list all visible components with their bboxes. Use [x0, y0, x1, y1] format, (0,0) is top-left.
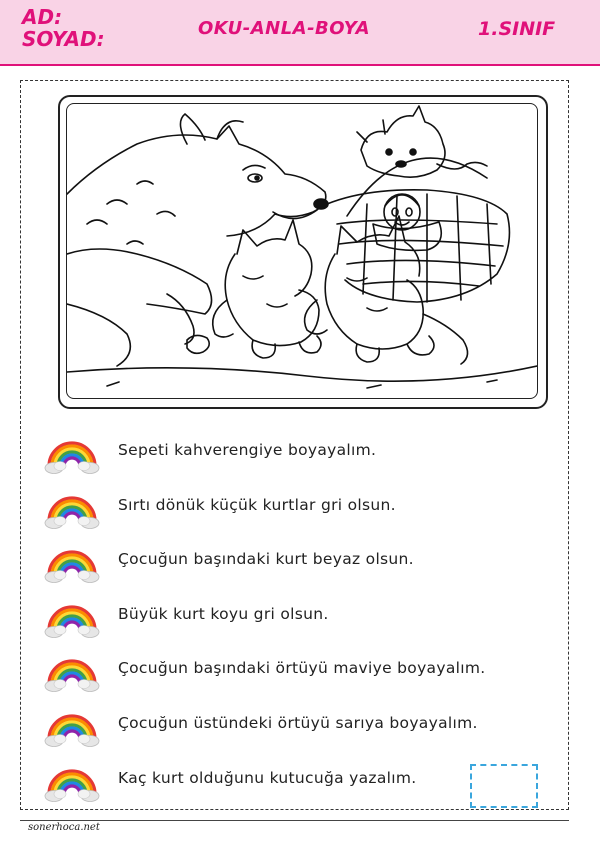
task-item — [44, 543, 564, 583]
rainbow-icon — [44, 707, 100, 747]
answer-box[interactable] — [470, 764, 538, 808]
rainbow-icon — [44, 762, 100, 802]
task-text: Kaç kurt olduğunu kutucuğa yazalım. — [118, 769, 417, 787]
footer-divider — [20, 820, 569, 821]
task-item — [44, 652, 564, 692]
rainbow-icon — [44, 434, 100, 474]
task-text: Sırtı dönük küçük kurtlar gri olsun. — [118, 496, 396, 514]
task-text: Çocuğun başındaki örtüyü maviye boyayalım. — [118, 659, 486, 677]
rainbow-icon — [44, 543, 100, 583]
task-item — [44, 598, 564, 638]
task-text: Sepeti kahverengiye boyayalım. — [118, 441, 377, 459]
task-text: Büyük kurt koyu gri olsun. — [118, 605, 329, 623]
worksheet-title: OKU-ANLA-BOYA — [198, 18, 371, 39]
task-text: Çocuğun başındaki kurt beyaz olsun. — [118, 550, 414, 568]
rainbow-icon — [44, 598, 100, 638]
page-header — [0, 0, 600, 64]
surname-label: SOYAD: — [22, 27, 105, 51]
task-item — [44, 434, 564, 474]
name-fields — [22, 6, 105, 50]
header-divider — [0, 64, 600, 66]
task-item — [44, 707, 564, 747]
footer-site: sonerhoca.net — [28, 822, 100, 833]
illustration-frame — [58, 95, 548, 409]
name-label: AD: — [22, 5, 63, 29]
grade-label: 1.SINIF — [478, 18, 556, 40]
task-text: Çocuğun üstündeki örtüyü sarıya boyayalım. — [118, 714, 478, 732]
wolf-family-icon — [67, 104, 537, 398]
task-item — [44, 489, 564, 529]
rainbow-icon — [44, 489, 100, 529]
coloring-illustration — [66, 103, 538, 399]
rainbow-icon — [44, 652, 100, 692]
